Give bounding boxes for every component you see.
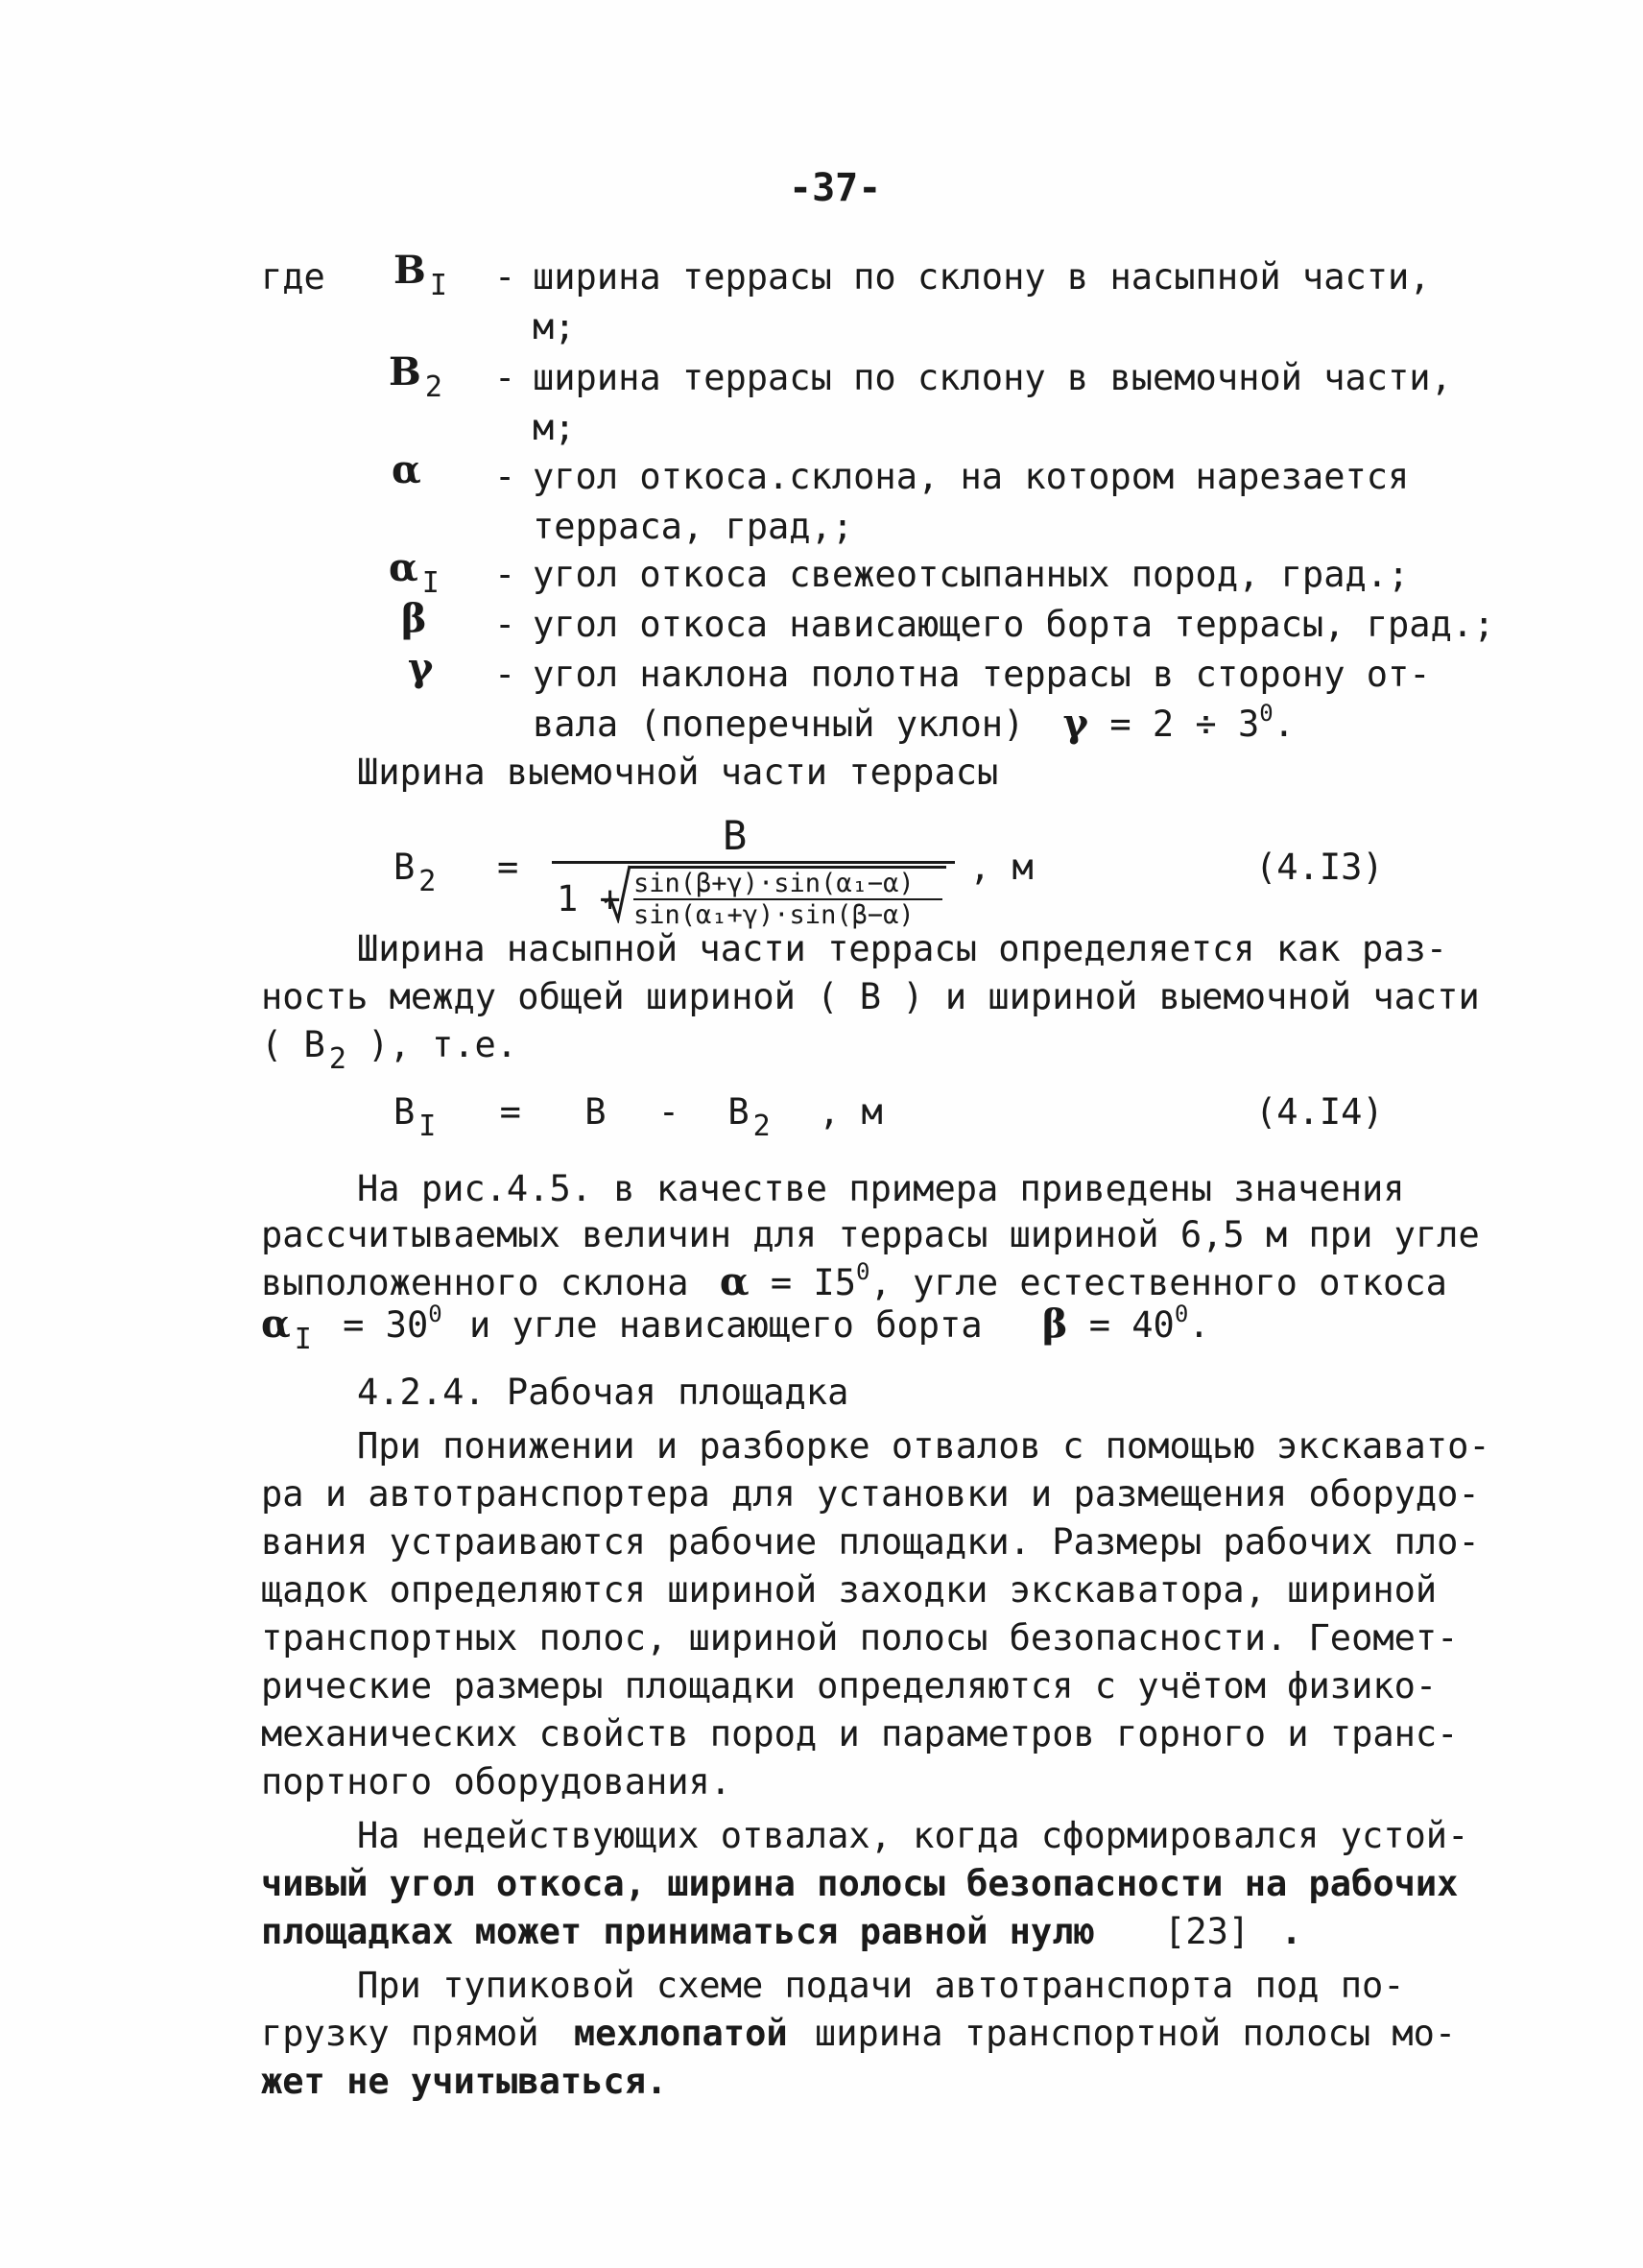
formula-equals: = [497,847,519,888]
symbol-alpha1: α $_I$ [389,545,440,600]
paragraph-line: ность между общей шириной ( B ) и шириной выемочной части [261,976,1480,1017]
paragraph-line: грузку прямой мехлопатой ширина транспортной полосы мо- [261,2013,1457,2054]
paragraph-line: ра и автотранспортера для установки и размещения оборудо- [261,1473,1480,1515]
definition-line: угол откоса.склона, на котором нарезается [533,456,1410,497]
definition-line-gamma: вала (поперечный уклон) $\gamma = 2 \div 3^0$. [533,700,1295,746]
symbol-beta: β [401,596,427,641]
paragraph-line: Ширина насыпной части террасы определяется как раз- [357,928,1448,969]
paragraph-line: рические размеры площадки определяются с учётом физико- [261,1665,1438,1707]
paragraph-line: жет не учитываться. [261,2061,668,2102]
symbol-b1: B $_I$ [393,248,447,302]
paragraph-line: площадках может приниматься равной нулю [23] . [261,1911,1302,1952]
paragraph-line: механических свойств пород и параметров горного и транс- [261,1713,1459,1755]
symbol-gamma: γ [408,645,434,690]
paragraph-line: транспортных полос, шириной полосы безопасности. Геомет- [261,1617,1459,1659]
formula-4-13-lhs: B $_2$ [393,847,437,898]
definition-line: м; [533,306,576,347]
dash: - [494,256,516,298]
formula-4-14: B $_I$ = B - B $_2$ , м [393,1091,883,1143]
formula-root-denominator: sin(α₁+γ)·sin(β−α) [633,900,915,930]
paragraph-line: При понижении и разборке отвалов с помощью экскавато- [357,1425,1490,1467]
definition-line: ширина террасы по склону в выемочной части, [533,357,1452,398]
page-number: -37- [789,166,882,210]
dash: - [494,604,516,645]
symbol-alpha: α [392,447,421,492]
paragraph-line: α $_I = 30^0$ и угле нависающего борта $\beta = 40^0$. [261,1301,1210,1356]
definition-line: ширина террасы по склону в насыпной части, [533,256,1431,298]
formula-one-plus: 1 + [557,878,621,919]
definition-line: угол откоса свежеотсыпанных пород, град.; [533,554,1410,595]
definition-line: угол откоса нависающего борта террасы, град.; [533,604,1495,645]
paragraph-line: При тупиковой схеме подачи автотранспорта под по- [357,1965,1405,2006]
paragraph-line: чивый угол откоса, ширина полосы безопасности на рабочих [261,1863,1459,1904]
paragraph-line: портного оборудования. [261,1761,732,1802]
formula-root-numerator: sin(β+γ)·sin(α₁−α) [633,869,915,898]
paragraph-line: рассчитываемых величин для террасы шириной 6,5 м при угле [261,1214,1480,1255]
section-heading: 4.2.4. Рабочая площадка [357,1372,849,1413]
dash: - [494,554,516,595]
definition-line: м; [533,407,576,448]
formula-number: (4.I3) [1255,847,1384,888]
dash: - [494,654,516,695]
paragraph-line: щадок определяются шириной заходки экскаватора, шириной [261,1569,1438,1611]
paragraph-line: На рис.4.5. в качестве примера приведены значения [357,1168,1405,1209]
formula-unit: , м [969,847,1034,888]
formula-number: (4.I4) [1255,1091,1384,1133]
paragraph-line: ( B $_2$ ), т.е. [261,1024,518,1076]
definitions-intro: где [261,256,325,298]
sqrt-icon [603,864,631,923]
paragraph-line: выположенного склона $\alpha = I5^0$, угле естественного откоса [261,1258,1447,1304]
dash: - [494,357,516,398]
paragraph-line: вания устраиваются рабочие площадки. Размеры рабочих пло- [261,1521,1480,1563]
definition-line: угол наклона полотна террасы в сторону от- [533,654,1431,695]
paragraph-line: На недействующих отвалах, когда сформировался устой- [357,1815,1469,1856]
dash: - [494,456,516,497]
citation-ref: [23] [1164,1911,1250,1952]
definition-line: терраса, град,; [533,506,854,547]
symbol-b2: B $_2$ [389,349,442,404]
paragraph: Ширина выемочной части террасы [357,752,999,793]
formula-numerator: B [723,812,748,859]
